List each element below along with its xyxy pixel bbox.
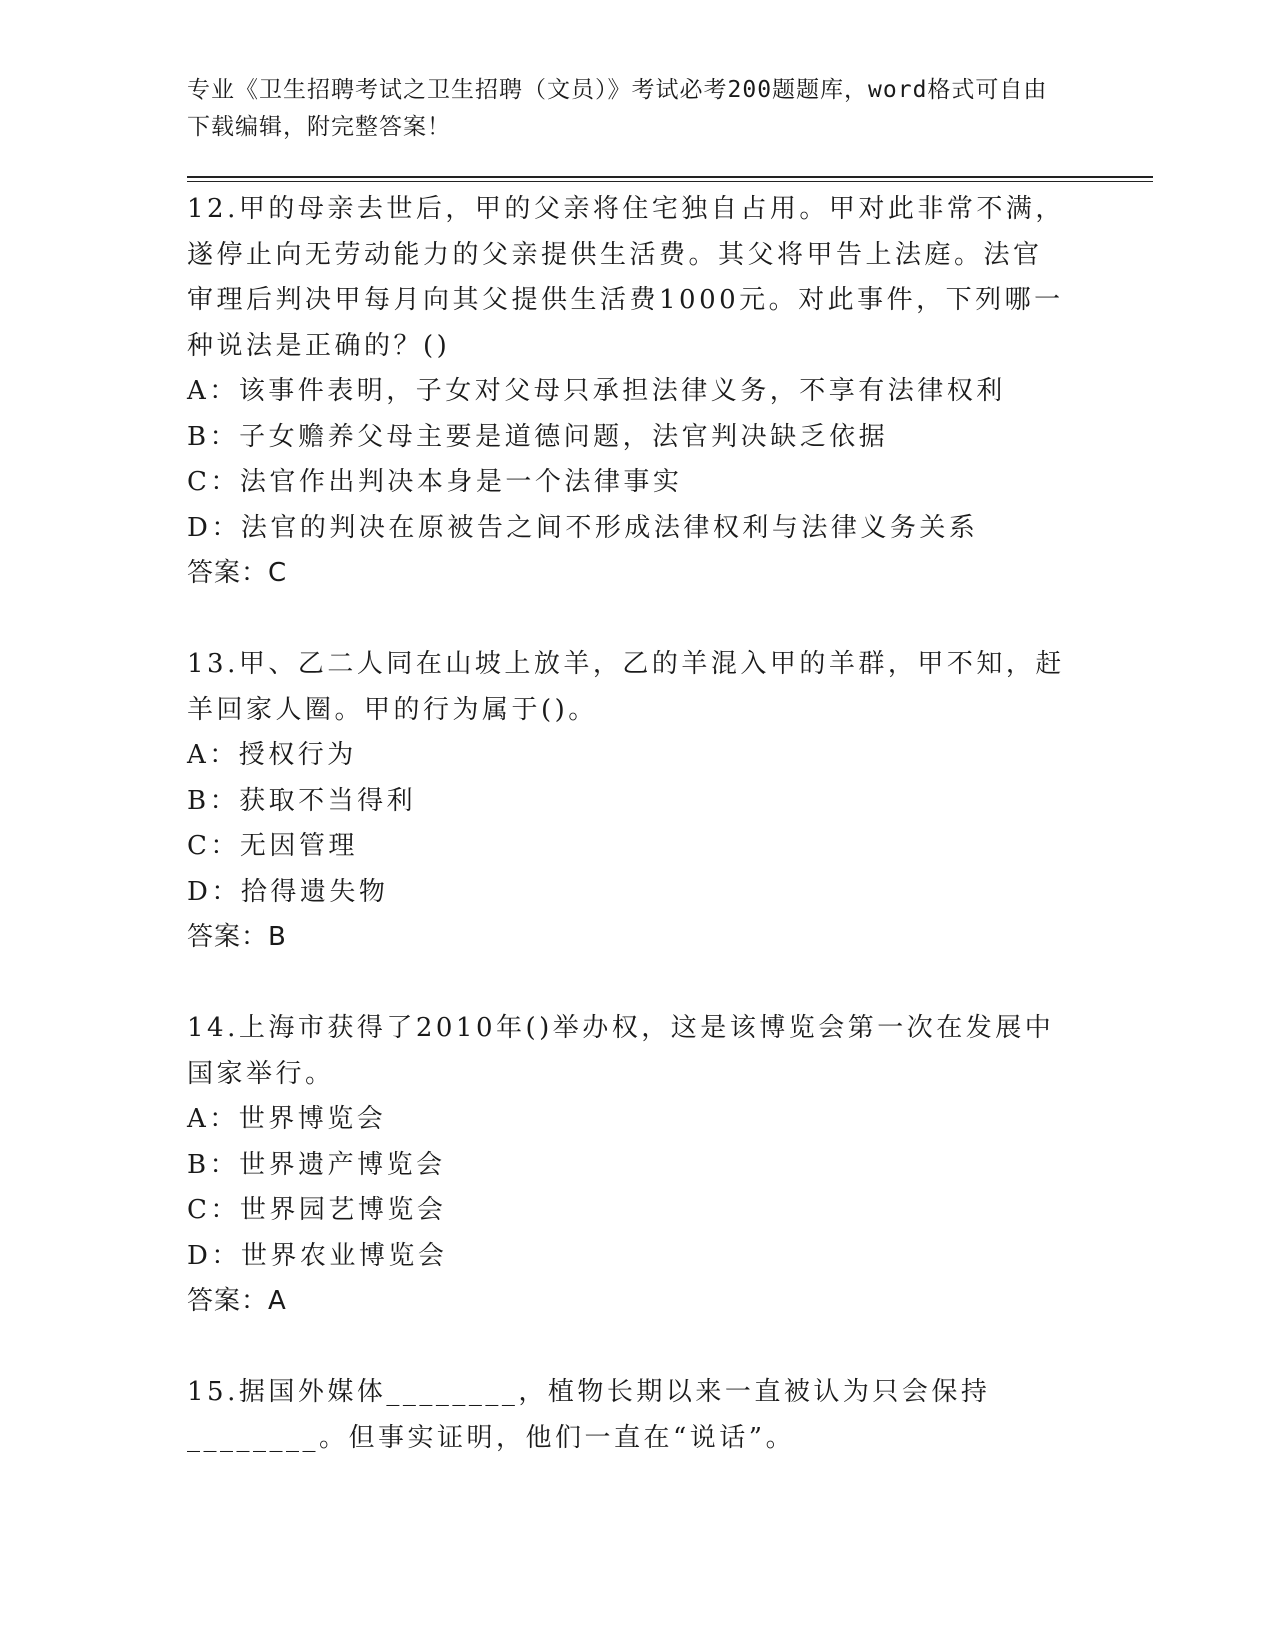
option-a: A：授权行为 (187, 740, 357, 770)
question-list (187, 187, 1067, 1461)
option-c: C：无因管理 (187, 831, 358, 861)
option-a: A：该事件表明，子女对父母只承担法律义务，不享有法律权利 (187, 376, 1006, 406)
option-d: D：世界农业博览会 (187, 1240, 448, 1271)
option-d: D：拾得遗失物 (187, 876, 389, 907)
header-rule-thick (187, 176, 1153, 178)
option-b: B：获取不当得利 (187, 785, 417, 816)
option-c: C：法官作出判决本身是一个法律事实 (187, 467, 683, 497)
question-spacer (187, 961, 1067, 1007)
question-stem: 13.甲、乙二人同在山坡上放羊，乙的羊混入甲的羊群，甲不知，赶羊回家人圈。甲的行为属于()。 (187, 649, 1065, 725)
option-b: B：子女赡养父母主要是道德问题，法官判决缺乏依据 (187, 421, 889, 452)
question-13 (187, 642, 1067, 961)
question-spacer (187, 1325, 1067, 1371)
question-spacer (187, 597, 1067, 643)
header-rule-thin (187, 181, 1153, 182)
answer-line: 答案：C (187, 558, 288, 588)
question-12 (187, 187, 1067, 597)
document-header: 专业《卫生招聘考试之卫生招聘（文员）》考试必考200题题库，word格式可自由下载编辑，附完整答案！ (187, 77, 1048, 140)
question-14 (187, 1006, 1067, 1325)
option-d: D：法官的判决在原被告之间不形成法律权利与法律义务关系 (187, 512, 979, 543)
option-a: A：世界博览会 (187, 1104, 387, 1134)
question-15 (187, 1370, 1067, 1461)
option-b: B：世界遗产博览会 (187, 1149, 446, 1180)
answer-line: 答案：B (187, 922, 287, 952)
option-c: C：世界园艺博览会 (187, 1195, 447, 1225)
question-stem: 12.甲的母亲去世后，甲的父亲将住宅独自占用。甲对此非常不满，遂停止向无劳动能力的父亲提供生活费。其父将甲告上法庭。法官审理后判决甲每月向其父提供生活费1000元。对此事件，下列哪一种说法是正确的？() (187, 194, 1065, 361)
question-stem: 14.上海市获得了2010年()举办权，这是该博览会第一次在发展中国家举行。 (187, 1013, 1055, 1089)
question-stem: 15.据国外媒体________，植物长期以来一直被认为只会保持________。但事实证明，他们一直在“说话”。 (187, 1377, 991, 1453)
answer-line: 答案：A (187, 1286, 287, 1316)
